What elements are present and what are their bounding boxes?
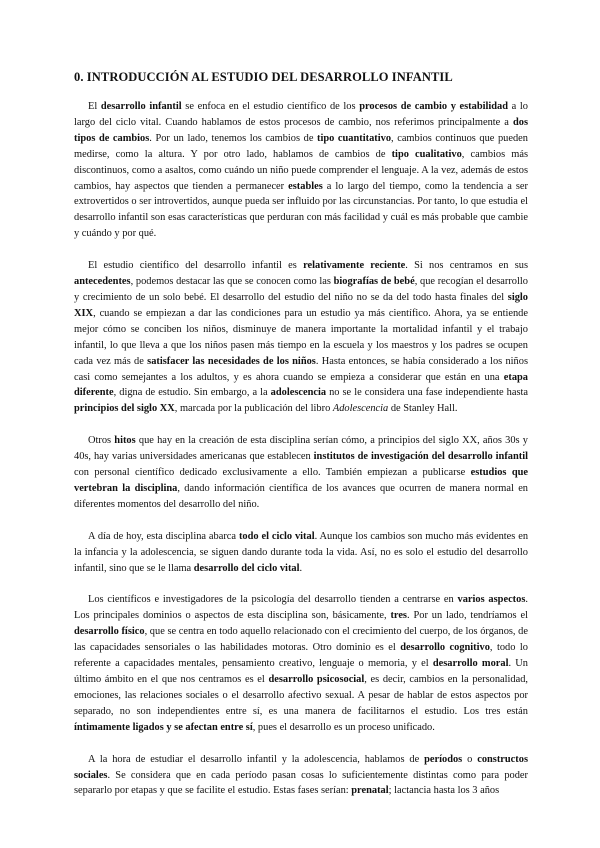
- document-body: [74, 99, 528, 799]
- text-run: , digna de estudio. Sin embargo, a la: [113, 387, 271, 399]
- text-run: , que se centra en todo aquello relacionado con el crecimiento del cuerpo, de los órganos, de las capacidades sensoriales o las habilidades motoras. Otro dominio es el: [74, 626, 528, 654]
- text-run: , cambios continuos que pueden medirse, como la altura. Y por otro lado, hablamos de cambios de: [74, 132, 528, 160]
- bold-text: tres: [390, 610, 407, 622]
- text-run: no se le considera una fase independiente hasta: [326, 387, 528, 399]
- text-run: ; lactancia hasta los 3 años: [388, 785, 500, 797]
- bold-text: institutos de investigación del desarrollo infantil: [313, 451, 528, 463]
- bold-text: relativamente reciente: [303, 260, 406, 272]
- paragraph: [74, 99, 528, 242]
- text-run: , es decir, cambios en la personalidad, emociones, las relaciones sociales o el desarrollo afectivo sexual. A pesar de hablar de estos aspectos por separado, no son independientes entre sí, es una manera de facilitarnos el estudio. Los tres están: [74, 674, 529, 717]
- bold-text: desarrollo físico: [74, 626, 145, 638]
- document-heading: 0. INTRODUCCIÓN AL ESTUDIO DEL DESARROLLO INFANTIL: [74, 70, 453, 84]
- bold-text: dos tipos de cambios: [74, 116, 528, 144]
- paragraph: [74, 752, 528, 800]
- text-run: , cambios más discontinuos, como a asaltos, como cuándo un niño puede comprender el lenguaje. A la vez, además de estos cambios, hay aspectos que tienden a permanecer: [74, 148, 528, 192]
- paragraph: [74, 529, 528, 577]
- bold-text: hitos: [114, 435, 136, 447]
- bold-text: siglo XIX: [74, 291, 528, 319]
- text-run: . Aunque los cambios son mucho más evidentes en la infancia y la adolescencia, se siguen dando durante toda la vida. Así, no es solo el estudio del desarrollo infantil, sino que se le llama: [74, 530, 529, 574]
- text-run: se enfoca en el estudio científico de los: [181, 101, 360, 112]
- text-run: . Los principales dominios o aspectos de esta disciplina son, básicamente,: [74, 594, 528, 622]
- bold-text: tipo cualitativo: [391, 148, 462, 160]
- text-run: , dando información científica de los avances que ocurren de manera normal en diferentes momentos del desarrollo del niño.: [74, 482, 528, 510]
- text-run: , cuando se empiezan a dar las condiciones para un estudio ya más científico. Ahora, ya se entiende mejor cómo se conciben los niños, disminuye de manera importante la mortalidad infantil y el trabajo infantil, lo que lleva a que los niños pasen más tiempo en la escuela y los maestros y los padres se ocupen cada vez más de: [74, 307, 528, 367]
- text-run: El: [88, 101, 101, 112]
- bold-text: etapa diferente: [74, 371, 528, 399]
- paragraph: [74, 592, 528, 735]
- text-run: Otros: [88, 435, 115, 447]
- text-run: a lo largo del tiempo, como la tendencia a ser extrovertidos o ser introvertidos, aunque pueda ser influido por las circunstancias. Por tanto, lo que estudia el desarrollo infantil son esas características que perduran con más facilidad y cuál es más probable que cambie y cuándo y por qué.: [74, 180, 528, 240]
- text-run: . Si nos centramos en sus: [405, 260, 528, 272]
- text-run: que hay en la creación de esta disciplina serían cómo, a principios del siglo XX, años 30s y 40s, hay varias universidades americanas que establecen: [74, 435, 528, 463]
- bold-text: prenatal: [351, 785, 389, 797]
- bold-text: desarrollo del ciclo vital: [193, 562, 300, 574]
- bold-text: satisfacer las necesidades de los niños: [147, 355, 316, 367]
- paragraph: [74, 433, 528, 513]
- text-run: El estudio científico del desarrollo infantil es: [88, 260, 304, 272]
- text-run: A día de hoy, esta disciplina abarca: [88, 530, 239, 542]
- bold-text: desarrollo cognitivo: [400, 642, 490, 654]
- bold-text: todo el ciclo vital: [238, 530, 315, 542]
- bold-text: antecedentes: [74, 276, 131, 288]
- bold-text: tipo cuantitativo: [317, 132, 392, 144]
- bold-text: desarrollo moral: [432, 658, 509, 670]
- bold-text: biografías de bebé: [333, 276, 415, 288]
- text-run: . Se considera que en cada período pasan cosas lo suficientemente distintas como para poder separarlo por etapas y que se facilite el estudio. Estas fases serían:: [74, 769, 528, 797]
- text-run: , marcada por la publicación del libro: [174, 403, 333, 415]
- bold-text: varios aspectos: [457, 594, 526, 606]
- text-run: , podemos destacar las que se conocen como las: [130, 276, 334, 288]
- bold-text: estudios que vertebran la disciplina: [74, 467, 528, 494]
- text-run: , pues el desarrollo es un proceso unificado.: [252, 721, 435, 733]
- bold-text: estables: [288, 180, 323, 192]
- text-run: , que recogían el desarrollo y crecimiento de un solo bebé. El desarrollo del estudio del niño no se da del todo hasta finales del: [74, 276, 528, 303]
- text-run: o: [462, 753, 478, 765]
- bold-text: íntimamente ligados y se afectan entre sí: [74, 721, 253, 733]
- text-run: . Por un lado, tenemos los cambios de: [149, 132, 318, 144]
- bold-text: procesos de cambio y estabilidad: [359, 101, 509, 112]
- text-run: Los científicos e investigadores de la psicología del desarrollo tienden a centrarse en: [88, 594, 458, 606]
- text-run: . Hasta entonces, se había considerado a los niños casi como semejantes a los adultos, y es ahora cuando se empieza a considerar que están en una: [74, 355, 528, 383]
- text-run: , todo lo referente a capacidades mentales, pensamiento creativo, lenguaje o memoria, y el: [74, 642, 528, 670]
- text-run: .: [299, 562, 303, 574]
- bold-text: constructos sociales: [74, 753, 528, 781]
- text-run: A la hora de estudiar el desarrollo infantil y la adolescencia, hablamos de: [88, 753, 425, 765]
- text-run: a lo largo del ciclo vital. Cuando hablamos de estos procesos de cambio, nos referimos principalmente a: [74, 101, 528, 128]
- bold-text: desarrollo psicosocial: [268, 674, 365, 685]
- bold-text: períodos: [424, 753, 463, 765]
- bold-text: desarrollo infantil: [100, 101, 182, 112]
- italic-text: Adolescencia: [332, 403, 389, 415]
- paragraph: [74, 258, 528, 417]
- text-run: . Un último ámbito en el que nos centramos es el: [74, 658, 529, 685]
- text-run: de Stanley Hall.: [388, 403, 458, 415]
- text-run: . Por un lado, tendríamos el: [406, 610, 528, 622]
- text-run: con personal científico dedicado exclusivamente a ello. También empiezan a publicarse: [74, 467, 471, 479]
- bold-text: adolescencia: [270, 387, 327, 399]
- bold-text: principios del siglo XX: [74, 403, 175, 415]
